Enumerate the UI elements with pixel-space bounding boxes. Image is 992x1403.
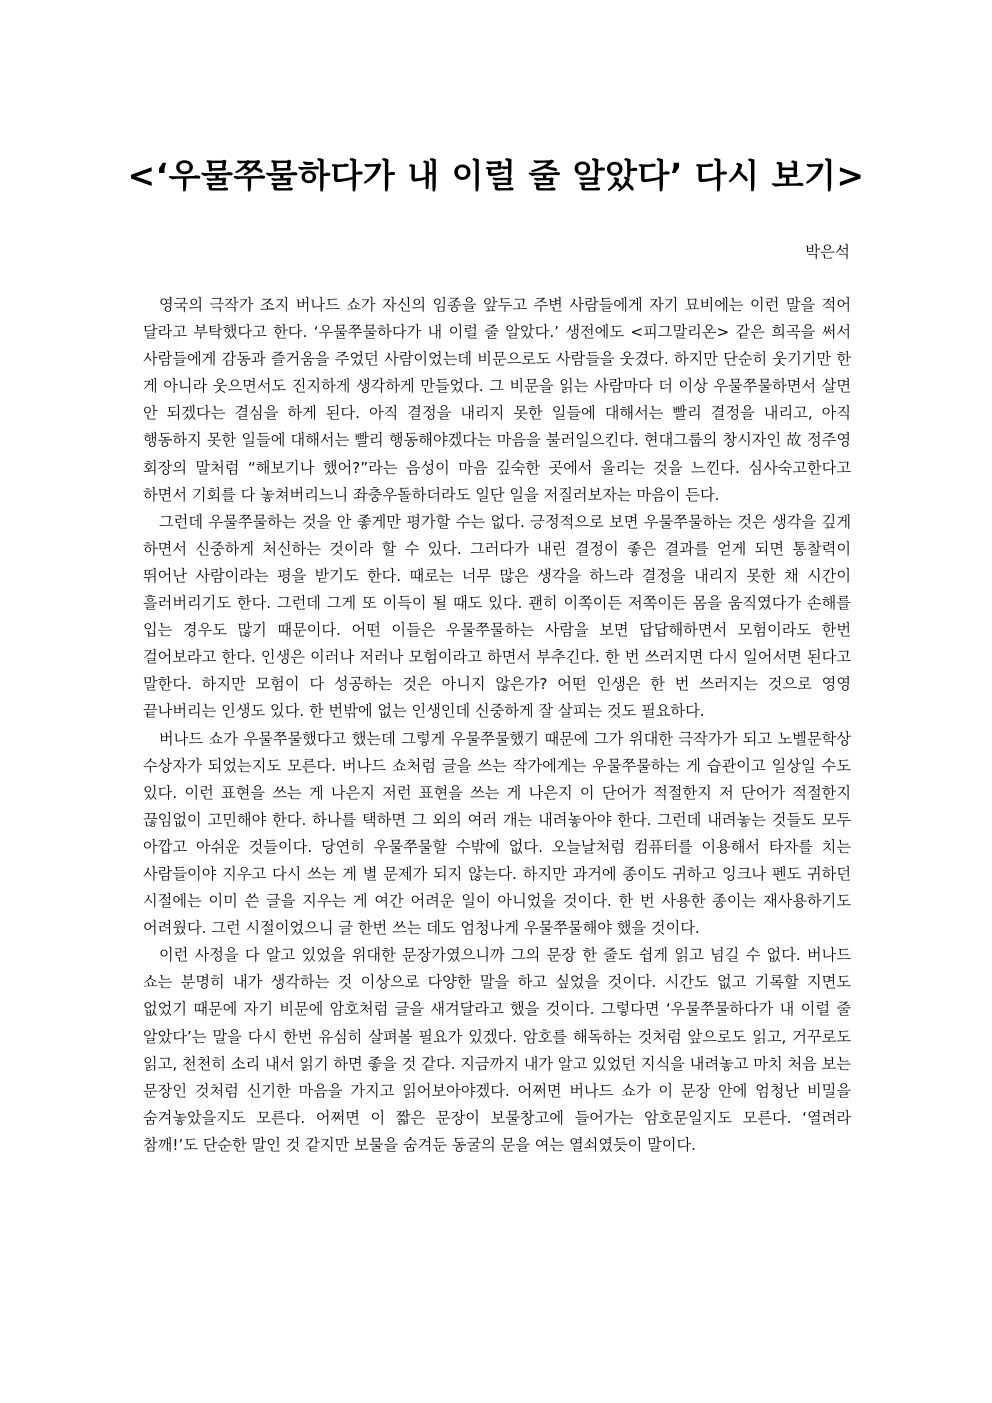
body-paragraph: 이런 사정을 다 알고 있었을 위대한 문장가였으니까 그의 문장 한 줄도 쉽게 읽고 넘길 수 없다. 버나드 쇼는 분명히 내가 생각하는 것 이상으로 다양한 말을 하고 싶었을 것이다. 시간도 없고 기록할 지면도 없었기 때문에 자기 비문에 암호처럼 글을 새겨달라고 했을 것이다. 그렇다면 ‘우물쭈물하다가 내 이럴 줄 알았다’는 말을 다시 한번 유심히 살펴볼 필요가 있겠다. 암호를 해독하는 것처럼 앞으로도 읽고, 거꾸로도 읽고, 천천히 소리 내서 읽기 하면 좋을 것 같다. 지금까지 내가 알고 있었던 지식을 내려놓고 마치 처음 보는 문장인 것처럼 신기한 마음을 가지고 읽어보아야겠다. 어쩌면 버나드 쇼가 이 문장 안에 엄청난 비밀을 숨겨놓았을지도 모른다. 어쩌면 이 짧은 문장이 보물창고에 들어가는 암호문일지도 모른다. ‘열려라 참깨!’도 단순한 말인 것 같지만 보물을 숨겨둔 동굴의 문을 여는 열쇠였듯이 말이다.: [143, 946, 851, 1154]
document-body: [143, 292, 851, 1159]
body-paragraph: 영국의 극작가 조지 버나드 쇼가 자신의 임종을 앞두고 주변 사람들에게 자기 묘비에는 이런 말을 적어 달라고 부탁했다고 한다. ‘우물쭈물하다가 내 이럴 줄 알았다.’ 생전에도 <피그말리온> 같은 희곡을 써서 사람들에게 감동과 즐거움을 주었던 사람이었는데 비문으로도 사람들을 웃겼다. 하지만 단순히 웃기기만 한 게 아니라 웃으면서도 진지하게 생각하게 만들었다. 그 비문을 읽는 사람마다 더 이상 우물쭈물하면서 살면 안 되겠다는 결심을 하게 된다. 아직 결정을 내리지 못한 일들에 대해서는 빨리 결정을 내리고, 아직 행동하지 못한 일들에 대해서는 빨리 행동해야겠다는 마음을 불러일으킨다. 현대그룹의 창시자인 故 정주영 회장의 말처럼 “해보기나 했어?”라는 음성이 마음 깊숙한 곳에서 울리는 것을 느낀다. 심사숙고한다고 하면서 기회를 다 놓쳐버리느니 좌충우돌하더라도 일단 일을 저질러보자는 마음이 든다.: [143, 296, 851, 504]
body-paragraph: 버나드 쇼가 우물쭈물했다고 했는데 그렇게 우물쭈물했기 때문에 그가 위대한 극작가가 되고 노벨문학상 수상자가 되었는지도 모른다. 버나드 쇼처럼 글을 쓰는 작가에게는 우물쭈물하는 게 습관이고 일상일 수도 있다. 이런 표현을 쓰는 게 나은지 저런 표현을 쓰는 게 나은지 이 단어가 적절한지 저 단어가 적절한지 끊임없이 고민해야 한다. 하나를 택하면 그 외의 여러 개는 내려놓아야 한다. 그런데 내려놓는 것들도 모두 아깝고 아쉬운 것들이다. 당연히 우물쭈물할 수밖에 없다. 오늘날처럼 컴퓨터를 이용해서 타자를 치는 사람들이야 지우고 다시 쓰는 게 별 문제가 되지 않는다. 하지만 과거에 종이도 귀하고 잉크나 펜도 귀하던 시절에는 이미 쓴 글을 지우는 게 여간 어려운 일이 아니었을 것이다. 한 번 사용한 종이는 재사용하기도 어려웠다. 그런 시절이었으니 글 한번 쓰는 데도 엄청나게 우물쭈물해야 했을 것이다.: [143, 729, 851, 938]
page-title: <‘우물쭈물하다가 내 이럴 줄 알았다’ 다시 보기>: [127, 156, 865, 195]
body-paragraph: 그런데 우물쭈물하는 것을 안 좋게만 평가할 수는 없다. 긍정적으로 보면 우물쭈물하는 것은 생각을 깊게 하면서 신중하게 처신하는 것이라 할 수 있다. 그러다가 내린 결정이 좋은 결과를 얻게 되면 통찰력이 뛰어난 사람이라는 평을 받기도 한다. 때로는 너무 많은 생각을 하느라 결정을 내리지 못한 채 시간이 흘러버리기도 한다. 그런데 그게 또 이득이 될 때도 있다. 괜히 이쪽이든 저쪽이든 몸을 움직였다가 손해를 입는 경우도 많기 때문이다. 어떤 이들은 우물쭈물하는 사람을 보면 답답해하면서 모험이라도 한번 걸어보라고 한다. 인생은 이러나 저러나 모험이라고 하면서 부추긴다. 한 번 쓰러지면 다시 일어서면 된다고 말한다. 하지만 모험이 다 성공하는 것은 아니지 않은가? 어떤 인생은 한 번 쓰러지는 것으로 영영 끝나버리는 인생도 있다. 한 번밖에 없는 인생인데 신중하게 잘 살피는 것도 필요하다.: [143, 512, 851, 721]
author-name: 박은석: [805, 243, 850, 261]
